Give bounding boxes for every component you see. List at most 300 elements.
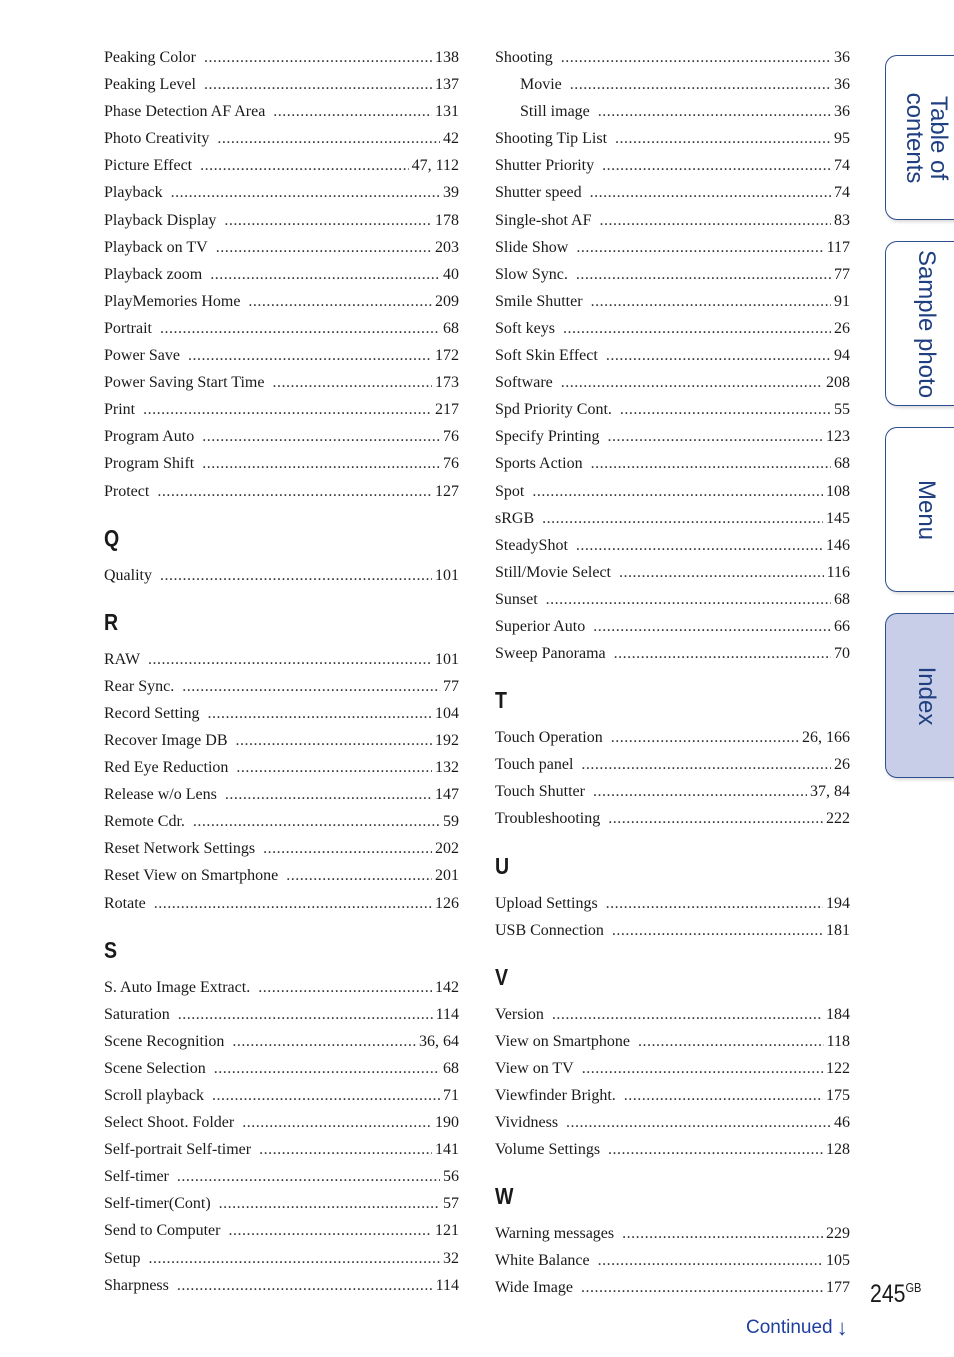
index-entry-name: Self-timer(Cont) [104, 1195, 211, 1213]
dot-leader [160, 315, 440, 342]
index-entry-page[interactable]: 192 [435, 731, 459, 749]
index-entry-page[interactable]: 114 [435, 1276, 459, 1294]
index-entry-name: Playback [104, 184, 163, 202]
dot-leader [258, 974, 432, 1001]
index-entry-page[interactable]: 57 [443, 1195, 459, 1213]
index-entry-name: Remote Cdr. [104, 813, 185, 831]
index-entry-page[interactable]: 178 [435, 211, 459, 229]
index-entry-name: Send to Computer [104, 1222, 221, 1240]
dot-leader [598, 1247, 823, 1274]
tab-label: Menu [913, 479, 940, 540]
index-entry-name: Single-shot AF [495, 211, 592, 229]
index-entry[interactable] [495, 1001, 850, 1028]
index-entry-page[interactable]: 59 [443, 813, 459, 831]
tab-table-of-contents[interactable] [885, 55, 954, 220]
index-entry-page[interactable]: 56 [443, 1168, 459, 1186]
index-entry-name: Slide Show [495, 238, 569, 256]
index-entry-page[interactable]: 190 [435, 1114, 459, 1132]
index-entry-page[interactable]: 184 [826, 1005, 850, 1023]
index-entry-page[interactable]: 208 [826, 374, 850, 392]
index-entry-name: Scene Recognition [104, 1032, 225, 1050]
index-entry-name: RAW [104, 650, 141, 668]
index-entry[interactable] [104, 179, 459, 206]
index-entry-page[interactable]: 36 [834, 76, 850, 94]
dot-leader [581, 1274, 823, 1301]
index-entry-name: Phase Detection AF Area [104, 103, 266, 121]
tab-sample-photo[interactable] [885, 241, 954, 406]
dot-leader [202, 450, 440, 477]
index-entry[interactable] [104, 890, 459, 917]
dot-leader [614, 640, 831, 667]
index-entry[interactable] [495, 125, 850, 152]
dot-leader [622, 1220, 823, 1247]
index-entry[interactable] [495, 917, 850, 944]
index-entry-page[interactable]: 181 [826, 921, 850, 939]
index-entry[interactable] [495, 586, 850, 613]
index-entry-page[interactable]: 32 [443, 1249, 459, 1267]
index-entry-page[interactable]: 74 [834, 157, 850, 175]
index-entry-name: Wide Image [495, 1279, 573, 1297]
index-entry[interactable] [104, 315, 459, 342]
section-letter-v: V [495, 963, 509, 990]
index-entry-name: Saturation [104, 1005, 170, 1023]
index-entry-page[interactable]: 71 [443, 1087, 459, 1104]
index-entry-page[interactable]: 222 [826, 810, 850, 828]
index-entry-page[interactable]: 55 [834, 401, 850, 419]
tab-label: Table of contents [901, 92, 952, 183]
index-entry[interactable] [495, 890, 850, 917]
index-entry[interactable] [495, 1109, 850, 1136]
dot-leader [612, 917, 823, 944]
dot-leader [148, 1245, 440, 1272]
index-entry-page[interactable]: 68 [834, 590, 850, 608]
index-entry[interactable] [495, 751, 850, 778]
index-entry-page[interactable]: 101 [435, 566, 459, 584]
index-entry-name: Red Eye Reduction [104, 759, 229, 777]
index-entry-page[interactable]: 26, 166 [802, 729, 850, 747]
index-entry-page[interactable]: 101 [435, 650, 459, 668]
index-entry-name: Program Auto [104, 428, 195, 446]
index-entry-page[interactable]: 217 [435, 401, 459, 419]
index-entry[interactable] [495, 44, 850, 71]
page-number-value: 245 [870, 1280, 906, 1308]
index-entry-name: Recover Image DB [104, 731, 228, 749]
index-entry-name: Troubleshooting [495, 810, 601, 828]
index-entry[interactable] [495, 505, 850, 532]
index-entry-page[interactable]: 39 [443, 184, 459, 202]
dot-leader [208, 700, 432, 727]
index-entry-page[interactable]: 132 [435, 759, 459, 777]
index-entry-page[interactable]: 77 [443, 677, 459, 695]
index-entry-page[interactable]: 26 [834, 756, 850, 774]
dot-leader [263, 835, 432, 862]
index-entry[interactable] [495, 1082, 850, 1109]
index-entry[interactable] [104, 1028, 459, 1055]
dot-leader [566, 1109, 831, 1136]
index-entry[interactable] [104, 754, 459, 781]
index-entry-page[interactable]: 173 [435, 374, 459, 392]
index-entry-page[interactable]: 83 [834, 211, 850, 229]
dot-leader [217, 125, 440, 152]
index-entry-page[interactable]: 138 [435, 49, 459, 66]
index-entry-page[interactable]: 203 [435, 238, 459, 256]
down-arrow-icon: ↓ [836, 1315, 848, 1340]
index-entry-page[interactable]: 74 [834, 184, 850, 202]
index-entry[interactable] [104, 700, 459, 727]
index-entry-page[interactable]: 194 [826, 894, 850, 912]
dot-leader [273, 98, 432, 125]
index-entry[interactable] [104, 1001, 459, 1028]
index-entry-name: Shooting [495, 49, 553, 66]
index-entry-page[interactable]: 142 [435, 978, 459, 996]
index-entry[interactable] [495, 152, 850, 179]
dot-leader [599, 207, 831, 234]
index-entry-name: Release w/o Lens [104, 786, 217, 804]
index-entry[interactable] [104, 1109, 459, 1136]
dot-leader [590, 179, 831, 206]
index-entry-page[interactable]: 147 [435, 786, 459, 804]
dot-leader [593, 613, 831, 640]
index-entry-name: Version [495, 1005, 544, 1023]
index-entry-page[interactable]: 175 [826, 1087, 850, 1104]
index-entry-page[interactable]: 128 [826, 1141, 850, 1159]
dot-leader [570, 71, 831, 98]
index-entry[interactable] [104, 1136, 459, 1163]
dot-leader [242, 1109, 432, 1136]
dot-leader [546, 586, 831, 613]
index-entry-name: Still image [520, 103, 590, 121]
index-column-left [104, 44, 459, 1299]
index-entry-name: Sweep Panorama [495, 645, 606, 663]
dot-leader [214, 1055, 440, 1082]
index-entry[interactable] [495, 288, 850, 315]
index-entry[interactable] [104, 562, 459, 589]
continued-label: Continued [746, 1317, 833, 1338]
index-entry-name: Photo Creativity [104, 130, 210, 148]
index-entry-name: Picture Effect [104, 157, 193, 175]
index-entry[interactable] [495, 423, 850, 450]
index-entry-page[interactable]: 40 [443, 265, 459, 283]
index-entry-name: Volume Settings [495, 1141, 601, 1159]
index-entry-name: Print [104, 401, 136, 419]
index-entry-page[interactable]: 137 [435, 76, 459, 94]
index-entry[interactable] [104, 974, 459, 1001]
index-entry-page[interactable]: 68 [443, 319, 459, 337]
dot-leader [225, 781, 432, 808]
index-entry-page[interactable]: 68 [443, 1059, 459, 1077]
index-entry-page[interactable]: 202 [435, 840, 459, 858]
index-entry-page[interactable]: 91 [834, 292, 850, 310]
index-entry[interactable] [104, 288, 459, 315]
dot-leader [177, 1163, 440, 1190]
index-entry-name: Software [495, 374, 553, 392]
index-entry[interactable] [495, 1055, 850, 1082]
index-entry[interactable] [495, 1028, 850, 1055]
index-entry-name: Scene Selection [104, 1059, 206, 1077]
dot-leader [188, 342, 432, 369]
index-entry-name: Soft Skin Effect [495, 347, 598, 365]
tab-label: Sample photo [913, 249, 940, 398]
index-entry-page[interactable]: 104 [435, 704, 459, 722]
index-entry[interactable] [104, 396, 459, 423]
index-entry-name: Sports Action [495, 455, 583, 473]
index-entry-name: Playback Display [104, 211, 217, 229]
index-entry-name: View on TV [495, 1059, 574, 1077]
dot-leader [210, 261, 440, 288]
dot-leader [624, 1082, 823, 1109]
index-entry-name: Peaking Level [104, 76, 196, 94]
index-entry-name: Power Save [104, 347, 180, 365]
index-entry-name: Portrait [104, 319, 152, 337]
index-entry[interactable] [104, 71, 459, 98]
index-entry-page[interactable]: 141 [435, 1141, 459, 1159]
index-entry-page[interactable]: 47, 112 [411, 157, 459, 175]
index-entry[interactable] [104, 835, 459, 862]
dot-leader [602, 152, 831, 179]
index-entry-name: View on Smartphone [495, 1032, 631, 1050]
index-entry[interactable] [495, 778, 850, 805]
dot-leader [212, 1082, 440, 1109]
index-entry[interactable] [104, 646, 459, 673]
index-entry-page[interactable]: 117 [826, 238, 850, 256]
index-entry-name: Rear Sync. [104, 677, 175, 695]
index-entry-page[interactable]: 76 [443, 455, 459, 473]
index-entry-page[interactable]: 77 [834, 265, 850, 283]
index-entry[interactable] [495, 207, 850, 234]
dot-leader [224, 207, 432, 234]
index-entry-page[interactable]: 76 [443, 428, 459, 446]
index-entry[interactable] [495, 450, 850, 477]
index-entry-name: Shutter speed [495, 184, 582, 202]
index-entry[interactable] [495, 613, 850, 640]
index-entry[interactable] [495, 1220, 850, 1247]
index-entry[interactable] [495, 261, 850, 288]
dot-leader [178, 1001, 433, 1028]
tab-index[interactable] [885, 613, 954, 778]
index-entry[interactable] [495, 369, 850, 396]
section-letter-q: Q [104, 524, 120, 551]
index-entry-name: Peaking Color [104, 49, 196, 66]
index-entry-name: Touch panel [495, 756, 574, 774]
dot-leader [216, 234, 432, 261]
index-entry-name: S. Auto Image Extract. [104, 978, 251, 996]
index-entry[interactable] [104, 1245, 459, 1272]
index-entry-page[interactable]: 36, 64 [419, 1032, 459, 1050]
index-entry[interactable] [495, 234, 850, 261]
index-entry-name: Soft keys [495, 319, 555, 337]
index-entry-name: Sunset [495, 590, 538, 608]
dot-leader [576, 261, 831, 288]
dot-leader [552, 1001, 823, 1028]
index-entry-page[interactable]: 172 [435, 347, 459, 365]
dot-leader [160, 562, 432, 589]
index-entry-name: Vividness [495, 1114, 559, 1132]
dot-leader [177, 1272, 433, 1299]
dot-leader [148, 646, 432, 673]
index-entry-name: Still/Movie Select [495, 563, 611, 581]
index-entry-page[interactable]: 108 [826, 482, 850, 500]
index-entry-name: Superior Auto [495, 617, 586, 635]
index-entry-page[interactable]: 95 [834, 130, 850, 148]
dot-leader [615, 125, 831, 152]
index-entry[interactable] [495, 315, 850, 342]
index-entry-name: Spd Priority Cont. [495, 401, 612, 419]
index-entry[interactable] [495, 396, 850, 423]
index-entry[interactable] [495, 342, 850, 369]
dot-leader [542, 505, 823, 532]
index-entry-name: Scroll playback [104, 1087, 204, 1104]
index-entry-page[interactable]: 118 [826, 1032, 850, 1050]
dot-leader [154, 890, 432, 917]
index-entry-name: Movie [520, 76, 562, 94]
index-entry[interactable] [104, 207, 459, 234]
tab-menu[interactable] [885, 427, 954, 592]
dot-leader [606, 342, 831, 369]
index-entry[interactable] [104, 808, 459, 835]
index-entry-name: Power Saving Start Time [104, 374, 265, 392]
index-entry[interactable] [104, 1055, 459, 1082]
index-entry-name: Smile Shutter [495, 292, 583, 310]
index-entry-page[interactable]: 121 [435, 1222, 459, 1240]
index-entry[interactable] [495, 724, 850, 751]
index-entry-page[interactable]: 123 [826, 428, 850, 446]
index-entry-name: Playback on TV [104, 238, 208, 256]
index-entry[interactable] [495, 71, 850, 98]
index-entry-name: White Balance [495, 1252, 590, 1270]
index-entry-page[interactable]: 201 [435, 867, 459, 885]
page-number [870, 1280, 921, 1309]
dot-leader [200, 152, 408, 179]
index-entry-page[interactable]: 42 [443, 130, 459, 148]
index-entry-name: Program Shift [104, 455, 195, 473]
index-entry-name: USB Connection [495, 921, 604, 939]
index-entry[interactable] [104, 478, 459, 505]
index-entry[interactable] [495, 1274, 850, 1301]
index-entry[interactable] [104, 1082, 459, 1109]
index-entry[interactable] [104, 423, 459, 450]
index-entry-name: sRGB [495, 509, 535, 527]
index-entry[interactable] [495, 805, 850, 832]
tab-label: Index [913, 666, 940, 725]
index-entry-name: Protect [104, 482, 150, 500]
index-entry-page[interactable]: 37, 84 [810, 783, 850, 801]
index-entry[interactable] [495, 179, 850, 206]
index-entry-name: Warning messages [495, 1225, 615, 1243]
dot-leader [204, 44, 432, 71]
dot-leader [182, 673, 440, 700]
index-entry-name: Reset View on Smartphone [104, 867, 279, 885]
dot-leader [204, 71, 432, 98]
index-entry[interactable] [104, 1163, 459, 1190]
index-entry[interactable] [104, 152, 459, 179]
index-entry-page[interactable]: 177 [826, 1279, 850, 1297]
index-entry[interactable] [104, 1190, 459, 1217]
index-entry[interactable] [104, 862, 459, 889]
index-entry-name: Slow Sync. [495, 265, 568, 283]
index-entry-page[interactable]: 122 [826, 1059, 850, 1077]
dot-leader [202, 423, 440, 450]
dot-leader [171, 179, 440, 206]
index-entry[interactable] [104, 450, 459, 477]
index-entry[interactable] [495, 98, 850, 125]
index-entry[interactable] [104, 44, 459, 71]
section-letter-r: R [104, 608, 119, 635]
index-entry[interactable] [495, 532, 850, 559]
index-entry-page[interactable]: 145 [826, 509, 850, 527]
index-entry[interactable] [104, 1272, 459, 1299]
index-entry-page[interactable]: 114 [435, 1005, 459, 1023]
dot-leader [272, 369, 432, 396]
index-entry[interactable] [104, 234, 459, 261]
dot-leader [143, 396, 432, 423]
index-entry-name: Upload Settings [495, 894, 598, 912]
section-letter-w: W [495, 1183, 514, 1210]
index-entry[interactable] [104, 1217, 459, 1244]
index-entry[interactable] [104, 342, 459, 369]
index-entry[interactable] [104, 125, 459, 152]
index-entry-name: Playback zoom [104, 265, 203, 283]
index-entry-page[interactable]: 131 [435, 103, 459, 121]
continued-link[interactable] [746, 1317, 848, 1339]
index-entry-page[interactable]: 36 [834, 103, 850, 121]
dot-leader [532, 478, 823, 505]
index-entry-page[interactable]: 68 [834, 455, 850, 473]
index-entry[interactable] [104, 727, 459, 754]
index-entry-name: Self-timer [104, 1168, 169, 1186]
dot-leader [591, 450, 831, 477]
index-entry-page[interactable]: 70 [834, 645, 850, 663]
index-entry-page[interactable]: 127 [435, 482, 459, 500]
index-entry-page[interactable]: 94 [834, 347, 850, 365]
index-entry-page[interactable]: 146 [826, 536, 850, 554]
dot-leader [620, 396, 831, 423]
dot-leader [607, 423, 823, 450]
index-entry[interactable] [495, 559, 850, 586]
index-entry-name: Shutter Priority [495, 157, 595, 175]
dot-leader [561, 44, 831, 71]
index-entry[interactable] [104, 369, 459, 396]
dot-leader [619, 559, 824, 586]
index-entry-name: Record Setting [104, 704, 200, 722]
index-entry[interactable] [495, 640, 850, 667]
index-entry[interactable] [104, 781, 459, 808]
index-column-right [495, 44, 850, 1302]
index-entry-name: Quality [104, 566, 152, 584]
index-entry[interactable] [104, 98, 459, 125]
index-entry-page[interactable]: 66 [834, 617, 850, 635]
index-entry-page[interactable]: 116 [826, 563, 850, 581]
dot-leader [248, 288, 432, 315]
index-entry-page[interactable]: 46 [834, 1114, 850, 1132]
index-entry[interactable] [495, 1136, 850, 1163]
index-entry[interactable] [495, 478, 850, 505]
index-entry[interactable] [104, 261, 459, 288]
index-entry-page[interactable]: 26 [834, 319, 850, 337]
index-entry-page[interactable]: 105 [826, 1252, 850, 1270]
index-entry-page[interactable]: 229 [826, 1225, 850, 1243]
index-entry[interactable] [495, 1247, 850, 1274]
dot-leader [606, 890, 823, 917]
dot-leader [236, 727, 432, 754]
index-entry-page[interactable]: 36 [834, 49, 850, 66]
index-entry-page[interactable]: 126 [435, 894, 459, 912]
page-number-suffix: GB [905, 1280, 922, 1295]
dot-leader [582, 1055, 823, 1082]
dot-leader [563, 315, 831, 342]
index-entry-page[interactable]: 209 [435, 292, 459, 310]
index-entry[interactable] [104, 673, 459, 700]
dot-leader [598, 98, 831, 125]
